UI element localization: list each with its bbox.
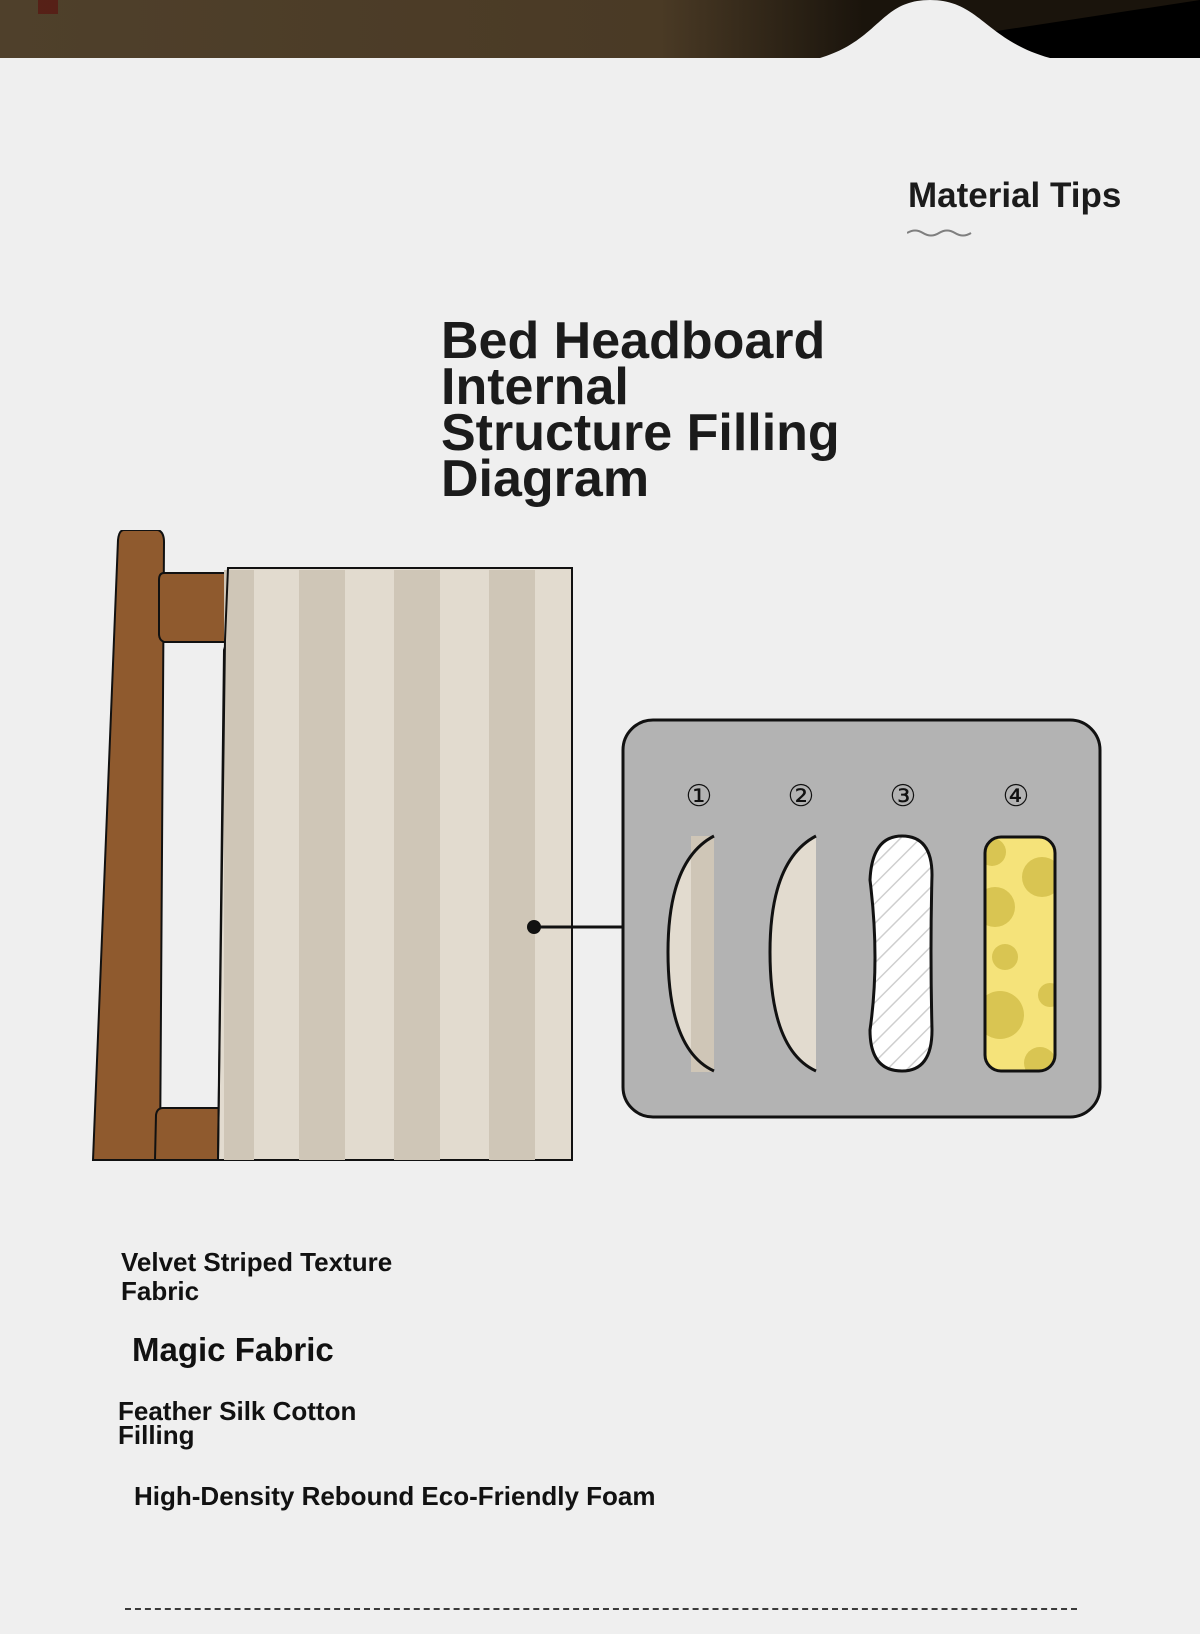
headboard-structure-diagram	[0, 530, 1200, 1170]
striped-fabric-panel	[218, 568, 572, 1160]
section-divider	[125, 1608, 1077, 1610]
banner-photo-detail	[38, 0, 58, 14]
section-label: Material Tips	[908, 176, 1122, 215]
layer-label-3: Feather Silk Cotton Filling	[118, 1396, 357, 1450]
layer-number-4: ④	[1002, 779, 1030, 814]
layer-4-shape	[975, 837, 1062, 1079]
fabric-stripe	[394, 570, 440, 1160]
headboard-wood-post	[93, 530, 164, 1160]
layer-label-4: High-Density Rebound Eco-Friendly Foam	[134, 1481, 656, 1511]
top-banner	[0, 0, 1200, 60]
diagram-title: Bed Headboard Internal Structure Filling Diagram	[441, 312, 840, 508]
layer-number-3: ③	[889, 779, 917, 814]
layer-number-2: ②	[787, 779, 815, 814]
layer-number-1: ①	[685, 779, 713, 814]
decorative-scribble	[907, 227, 987, 237]
fabric-stripe	[299, 570, 345, 1160]
layer-label-1: Velvet Striped Texture Fabric	[121, 1247, 393, 1306]
layer-3-shape	[870, 836, 932, 1071]
headboard-lower-bracket	[155, 1108, 226, 1160]
headboard-upper-bracket	[159, 573, 232, 642]
fabric-stripe	[224, 570, 254, 1160]
layer-label-2: Magic Fabric	[132, 1331, 334, 1368]
fabric-stripe	[489, 570, 535, 1160]
